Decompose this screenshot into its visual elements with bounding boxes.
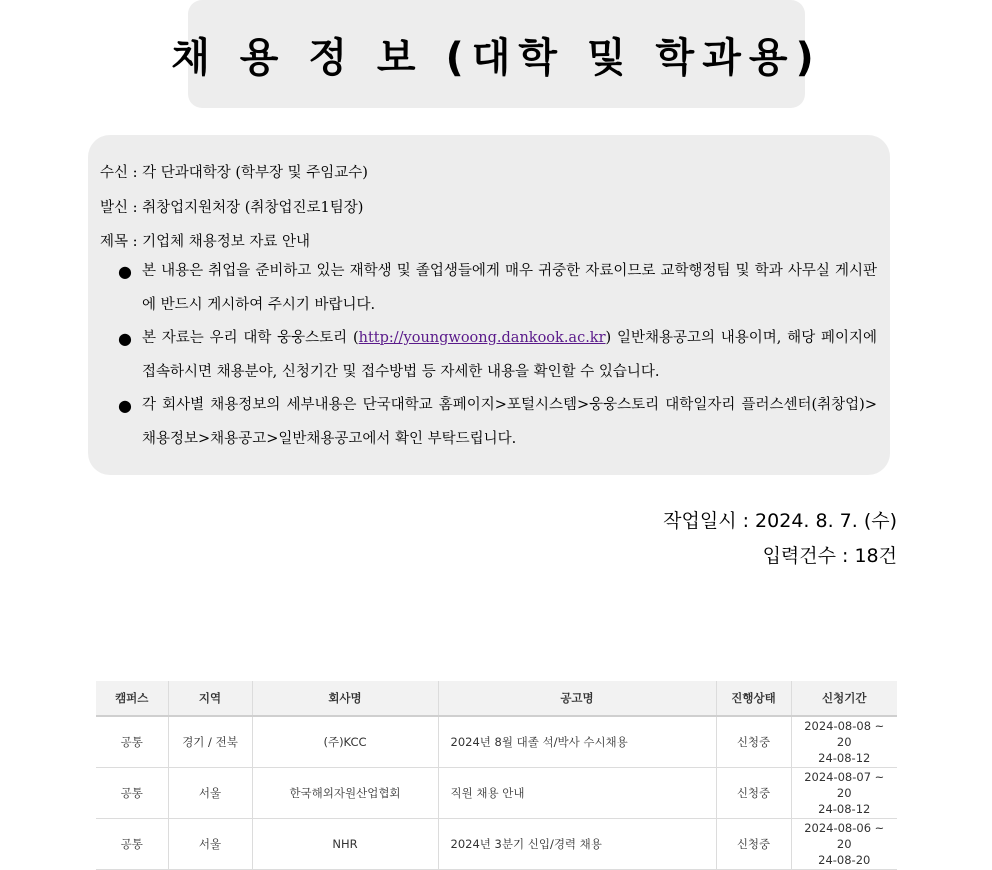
cell-campus: 공통 (96, 768, 168, 819)
period-start: 2024-08-06 ~ 20 (804, 821, 885, 851)
header-status: 진행상태 (716, 681, 791, 716)
header-posting: 공고명 (438, 681, 716, 716)
header-company: 회사명 (252, 681, 438, 716)
notice-bullet-3: 각 회사별 채용정보의 세부내용은 단국대학교 홈페이지>포털시스템>웅웅스토리 대학일자리 플러스센터(취창업)>채용정보>채용공고>일반채용공고에서 확인 부탁드립니다. (142, 397, 877, 447)
bullet-icon: ● (118, 396, 132, 415)
table-header-row (96, 681, 897, 716)
page-title: 채 용 정 보 (대학 및 학과용) (171, 34, 822, 81)
work-date: 작업일시 : 2024. 8. 7. (수) (663, 510, 897, 532)
header-region: 지역 (168, 681, 252, 716)
table-row[interactable] (96, 768, 897, 819)
cell-posting[interactable]: 2024년 3분기 신입/경력 채용 (438, 819, 716, 870)
cell-posting[interactable]: 2024년 8월 대졸 석/박사 수시채용 (438, 716, 716, 768)
cell-status: 신청중 (716, 768, 791, 819)
cell-campus: 공통 (96, 819, 168, 870)
entry-count: 입력건수 : 18건 (762, 545, 897, 567)
notice-box (88, 135, 890, 475)
sender-line: 발신 : 취창업지원처장 (취창업진로1팀장) (100, 200, 364, 216)
cell-status: 신청중 (716, 716, 791, 768)
period-start: 2024-08-08 ~ 20 (804, 719, 885, 749)
period-end: 24-08-12 (818, 751, 871, 765)
period-end: 24-08-20 (818, 853, 871, 867)
table-row[interactable] (96, 819, 897, 870)
youngwoong-link[interactable]: http://youngwoong.dankook.ac.kr (358, 330, 606, 346)
cell-period (791, 768, 897, 819)
header-period: 신청기간 (791, 681, 897, 716)
bullet2-text-after: ) 일반채용공고의 내용이며, 해당 페이지에 접속하시면 채용분야, 신청기간 및 접수방법 등 자세한 내용을 확인할 수 있습니다. (142, 330, 877, 380)
cell-posting[interactable]: 직원 채용 안내 (438, 768, 716, 819)
cell-period (791, 819, 897, 870)
cell-region: 서울 (168, 768, 252, 819)
table-row[interactable] (96, 716, 897, 768)
period-end: 24-08-12 (818, 802, 871, 816)
cell-region: 경기 / 전북 (168, 716, 252, 768)
header-campus: 캠퍼스 (96, 681, 168, 716)
title-banner (171, 0, 822, 108)
recipient-line: 수신 : 각 단과대학장 (학부장 및 주임교수) (100, 165, 368, 181)
notice-bullet-1: 본 내용은 취업을 준비하고 있는 재학생 및 졸업생들에게 매우 귀중한 자료이므로 교학행정팀 및 학과 사무실 게시판에 반드시 게시하여 주시기 바랍니다. (142, 263, 877, 313)
period-start: 2024-08-07 ~ 20 (804, 770, 885, 800)
cell-company: NHR (252, 819, 438, 870)
bullet-icon: ● (118, 262, 132, 281)
bullet2-text-before: 본 자료는 우리 대학 웅웅스토리 ( (142, 330, 359, 346)
bullet-icon: ● (118, 329, 132, 348)
cell-company: (주)KCC (252, 716, 438, 768)
cell-company: 한국해외자원산업협회 (252, 768, 438, 819)
job-table (96, 681, 897, 870)
cell-status: 신청중 (716, 819, 791, 870)
cell-campus: 공통 (96, 716, 168, 768)
subject-line: 제목 : 기업체 채용정보 자료 안내 (100, 234, 311, 250)
cell-period (791, 716, 897, 768)
cell-region: 서울 (168, 819, 252, 870)
notice-bullet-2 (142, 321, 877, 389)
